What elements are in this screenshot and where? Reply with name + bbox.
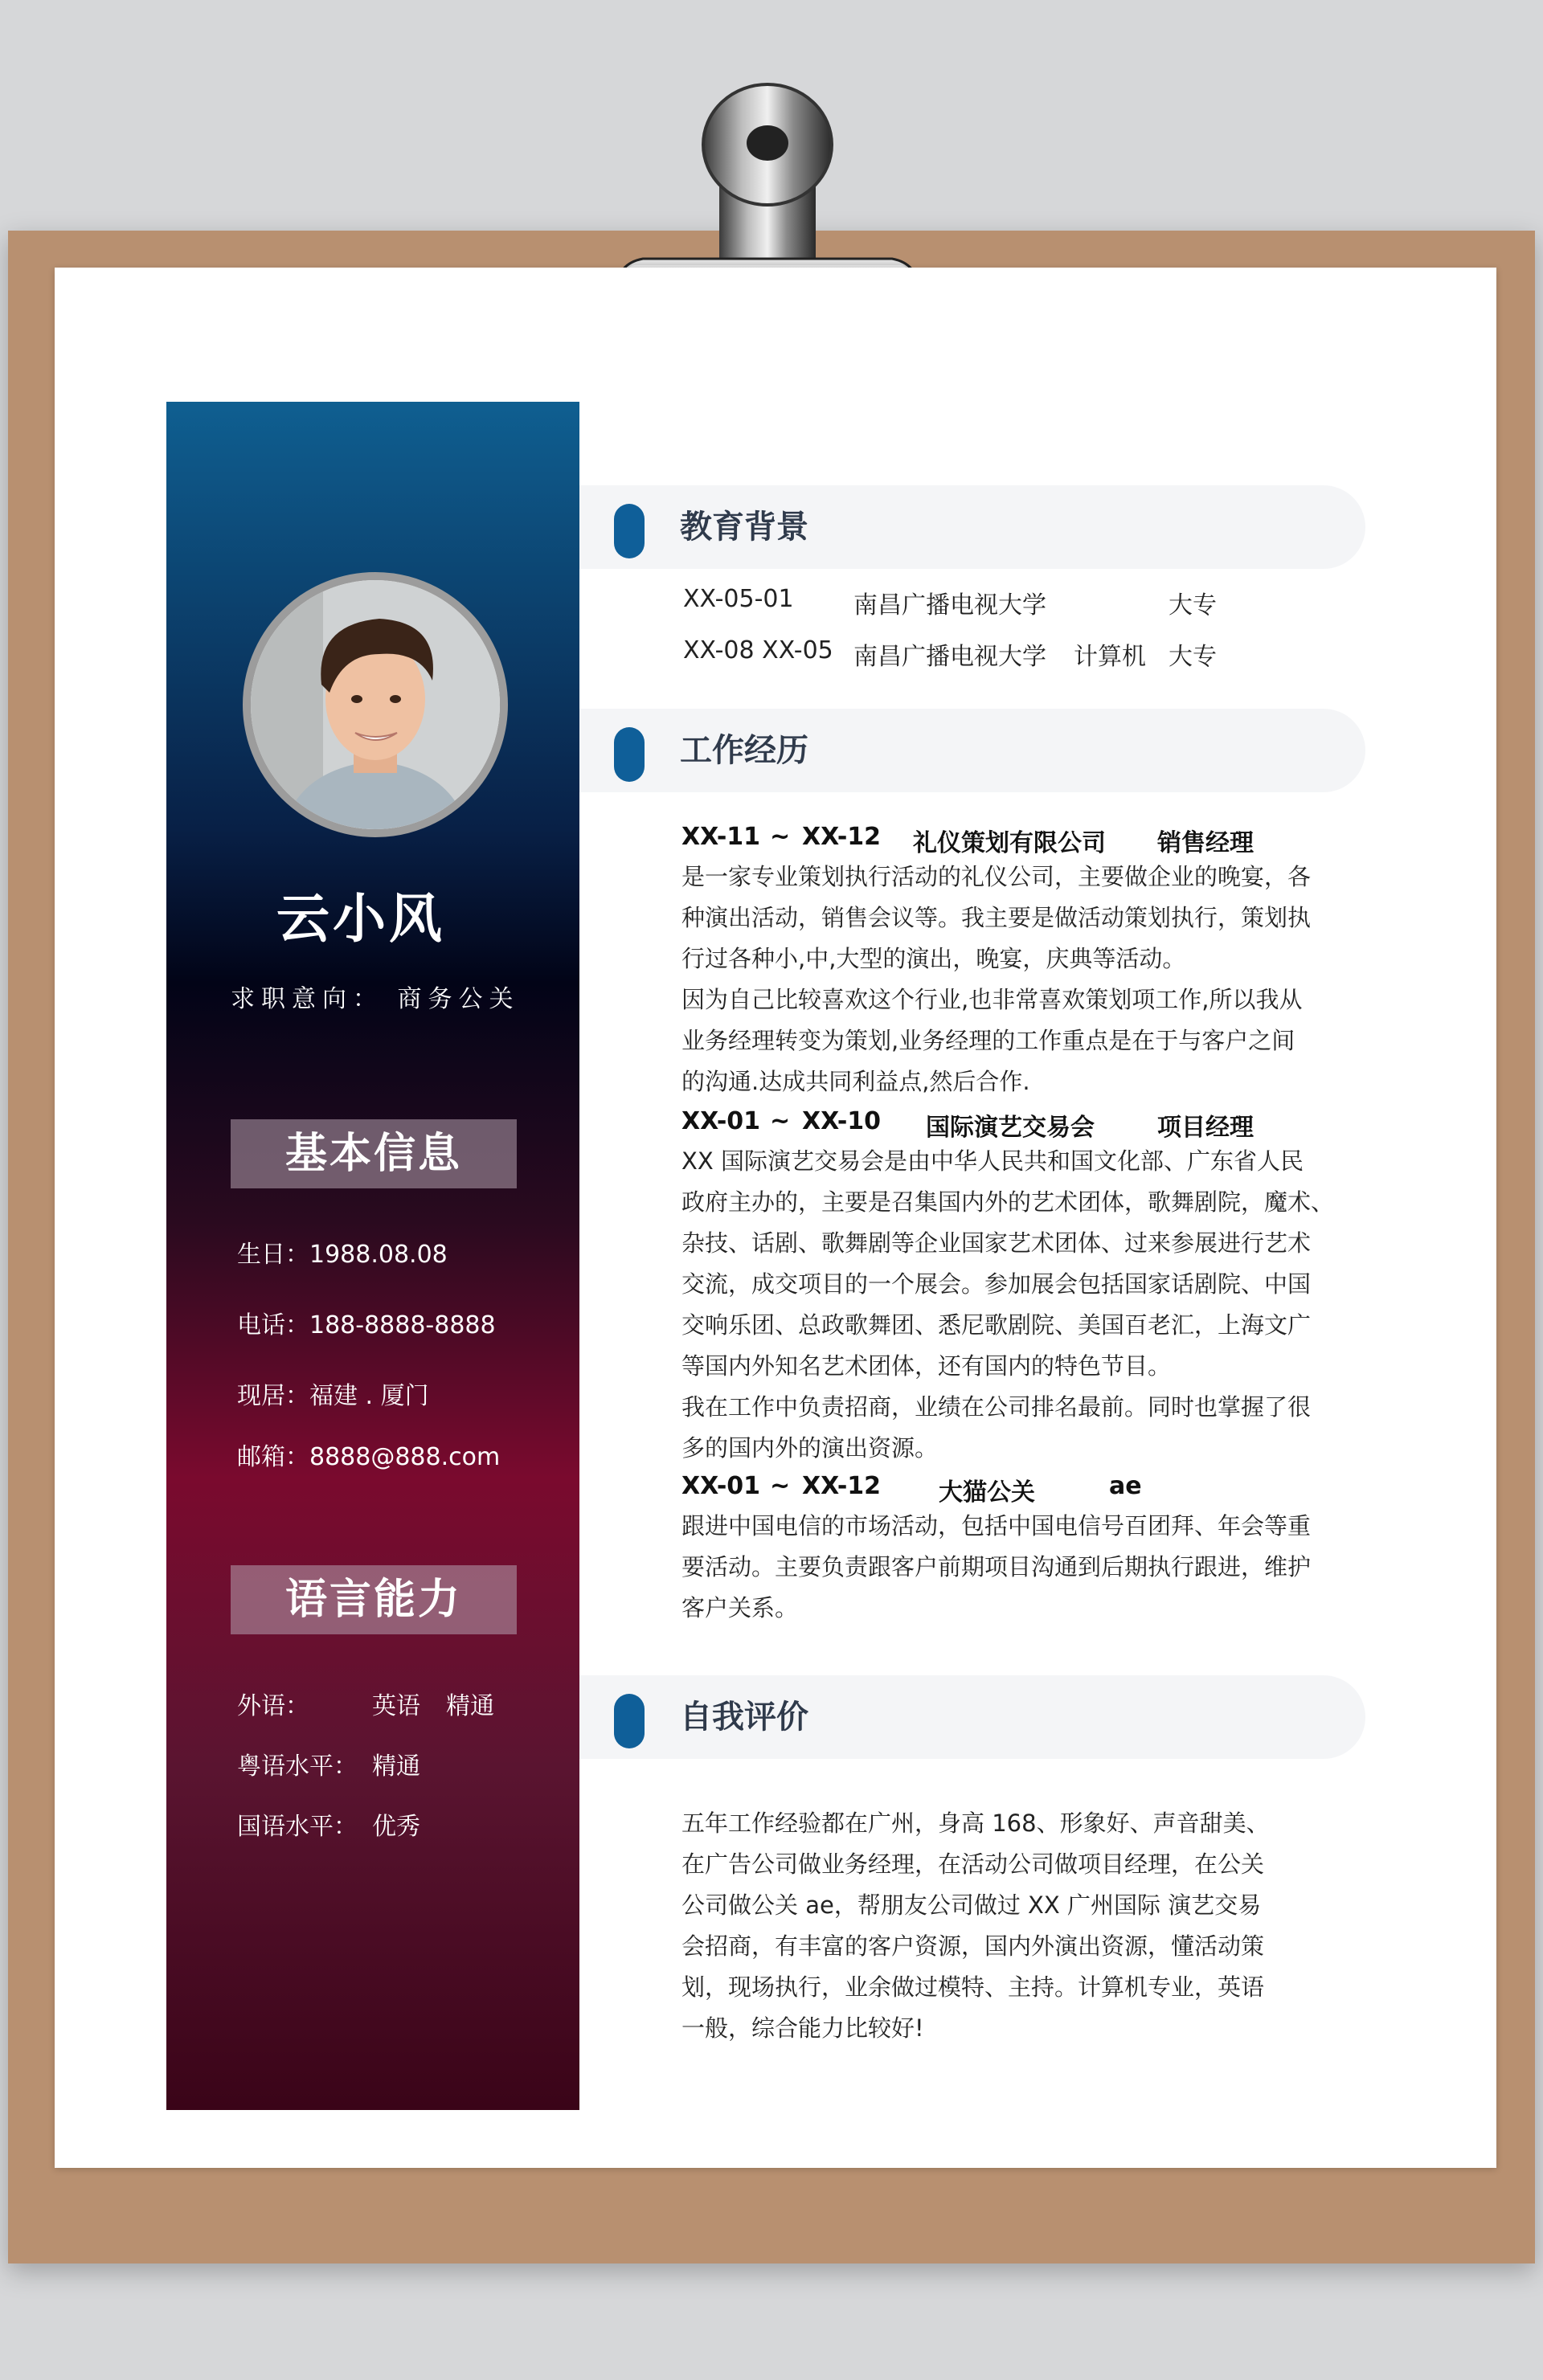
language-row: 国语水平： 优秀 — [237, 1813, 420, 1841]
education-section-header — [579, 485, 1365, 569]
education-title: 教育背景 — [680, 509, 808, 546]
job-description: 是一家专业策划执行活动的礼仪公司，主要做企业的晚宴，各 种演出活动，销售会议等。我主要是做活动策划执行，策划执 行过各种小,中,大型的演出，晚宴，庆典等活动。 因为自己比较喜欢这个行业,也非常喜欢策划项工作,所以我从 业务经理转变为策划,业务经理的工作重点是在于与客户之间 的沟通.达成共同利益点,然后合作. — [681, 863, 1312, 1095]
resume-sidebar — [166, 402, 579, 2110]
section-marker-icon — [614, 504, 645, 558]
self-eval-title: 自我评价 — [680, 1699, 808, 1736]
section-marker-icon — [614, 1694, 645, 1748]
language-heading: 语言能力 — [231, 1565, 517, 1634]
phone-row: 电话：188-8888-8888 — [237, 1311, 496, 1339]
birthday-row: 生日：1988.08.08 — [237, 1241, 448, 1269]
work-section-header — [579, 709, 1365, 792]
work-title: 工作经历 — [680, 732, 808, 769]
email-row: 邮箱：8888@888.com — [237, 1443, 501, 1471]
section-marker-icon — [614, 727, 645, 782]
self-eval-section-header — [579, 1675, 1365, 1759]
basic-info-heading: 基本信息 — [231, 1119, 517, 1188]
location-row: 现居：福建 . 厦门 — [237, 1382, 429, 1410]
candidate-name: 云小风 — [276, 888, 445, 950]
job-description: 跟进中国电信的市场活动，包括中国电信号百团拜、年会等重 要活动。主要负责跟客户前期项目沟通到后期执行跟进，维护 客户关系。 — [681, 1512, 1312, 1621]
language-row: 粤语水平： 精通 — [237, 1752, 420, 1781]
avatar — [243, 572, 508, 837]
self-eval-text: 五年工作经验都在广州，身高 168、形象好、声音甜美、 在广告公司做业务经理，在活动公司做项目经理，在公关 公司做公关 ae，帮朋友公司做过 XX 广州国际 演艺交易 会招商，有丰富的客户资源，国内外演出资源，懂活动策 划，现场执行，业余做过模特、主持。计算机专业，英语 一般，综合能力比较好! — [681, 1810, 1270, 2042]
job-description: XX 国际演艺交易会是由中华人民共和国文化部、广东省人民 政府主办的，主要是召集国内外的艺术团体，歌舞剧院，魔术、 杂技、话剧、歌舞剧等企业国家艺术团体、过来参展进行艺术 交流，成交项目的一个展会。参加展会包括国家话剧院、中国 交响乐团、总政歌舞团、悉尼歌剧院、美国百老汇，上海文广 等国内外知名艺术团体，还有国内的特色节目。 我在工作中负责招商，业绩在公司排名最前。同时也掌握了很 多的国内外的演出资源。 — [681, 1147, 1335, 1462]
language-row: 外语： 英语 精通 — [237, 1692, 494, 1720]
job-intent: 求职意向： 商务公关 — [231, 985, 520, 1013]
